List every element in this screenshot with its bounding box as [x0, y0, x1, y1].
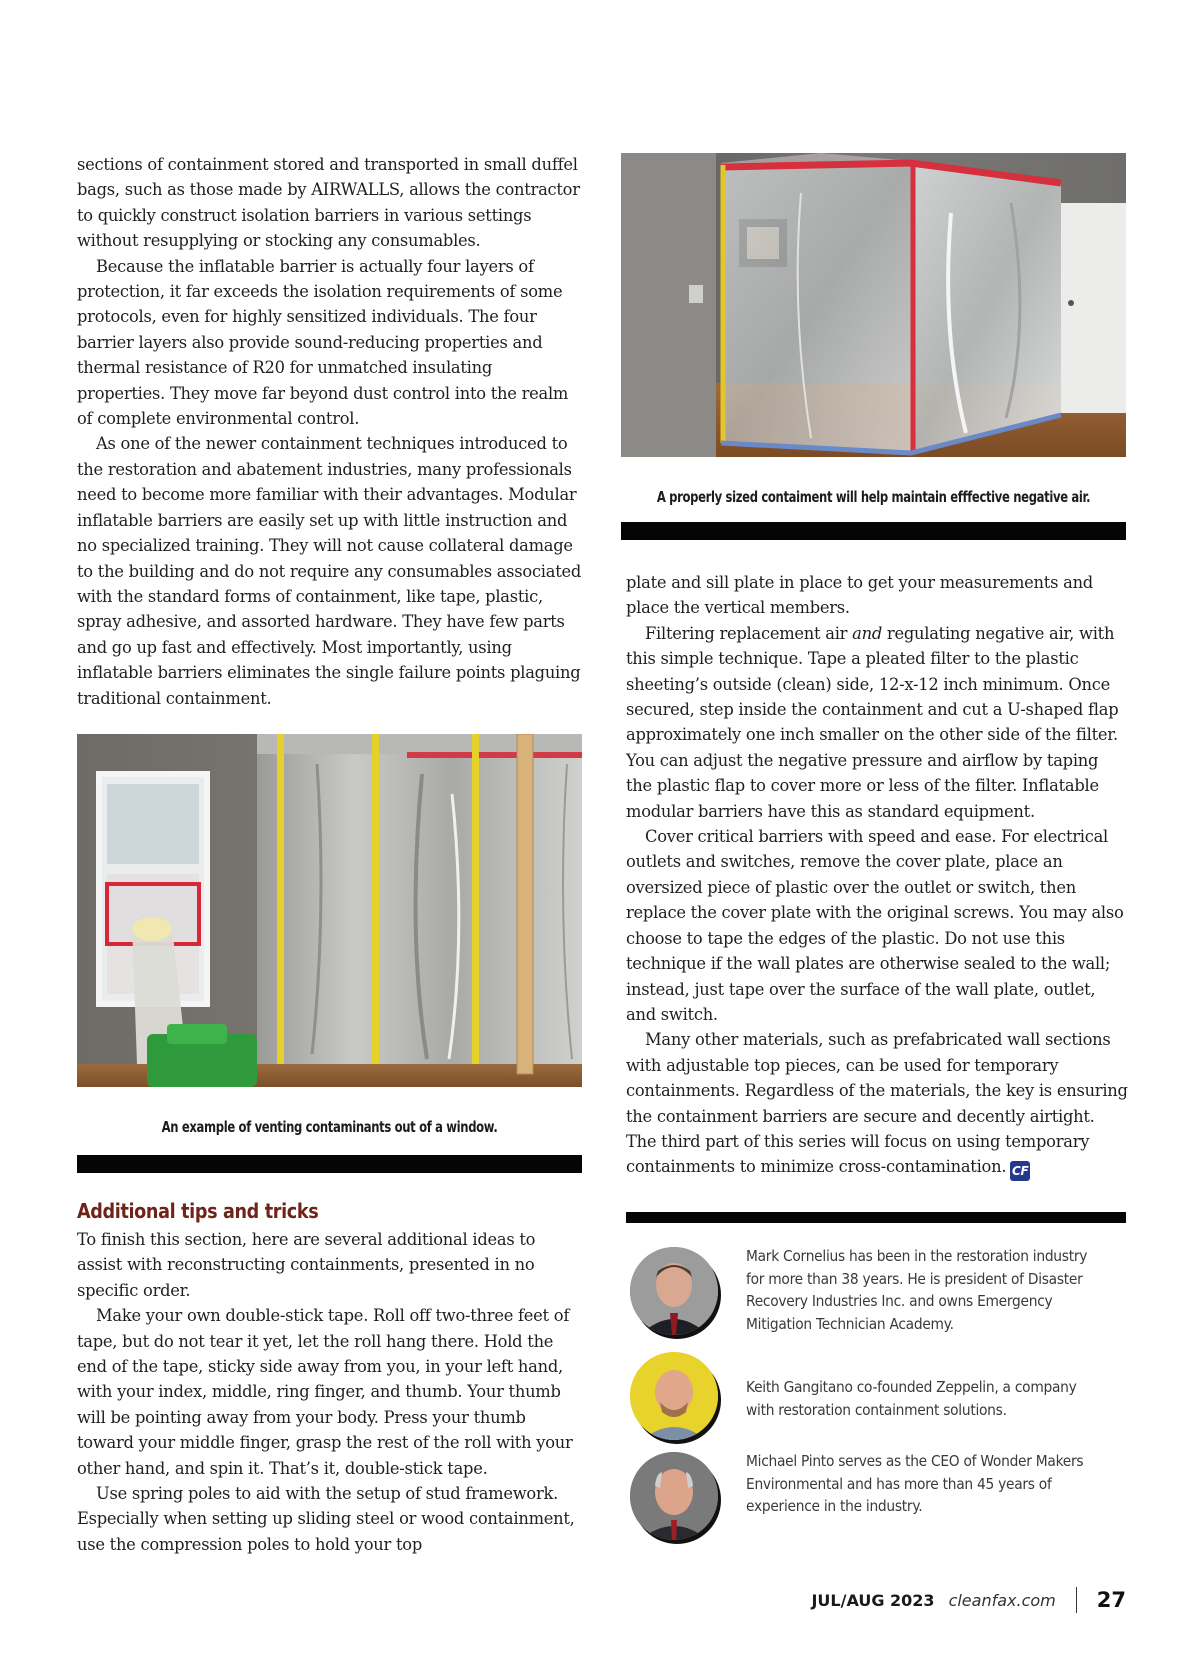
author-bio-keith-gangitano	[628, 1350, 1126, 1440]
issue-date: JUL/AUG 2023	[811, 1590, 935, 1610]
containment-photo	[621, 153, 1126, 457]
paragraph-part: Many other materials, such as prefabricated wall sections with adjustable top pieces, can be used for temporary containments. Regardless of the materials, the key is ensuring the containment barriers are secure and decently airtight. The third part of this series will focus on using temporary containments to minimize cross-contamination.	[626, 1030, 1128, 1177]
section-heading: Additional tips and tricks	[77, 1199, 319, 1223]
footer-divider	[1076, 1587, 1077, 1613]
avatar	[630, 1452, 718, 1540]
cleanfax-end-mark-icon: CF	[1010, 1161, 1030, 1181]
left-photo-caption: An example of venting contaminants out of a window.	[161, 1118, 498, 1136]
paragraph-part: Filtering replacement air	[645, 623, 853, 643]
bio-text: Keith Gangitano co-founded Zeppelin, a company with restoration containment solutions.	[746, 1378, 1077, 1419]
bio-text: Michael Pinto serves as the CEO of Wonder Makers Environmental and has more than 45 years of experience in the industry.	[746, 1452, 1084, 1515]
avatar	[630, 1247, 718, 1335]
paragraph: Because the inflatable barrier is actually four layers of protection, it far exceeds the isolation requirements of some protocols, even for highly sensitized individuals. The four barrier layers also provide sound-reducing properties and thermal resistance of R20 for unmatched insulating properties. They move far beyond dust control into the realm of complete environmental control.	[77, 256, 569, 429]
emphasis: and	[852, 623, 882, 643]
paragraph	[626, 1027, 1128, 1181]
bio-rule	[626, 1212, 1126, 1223]
right-body-text	[626, 570, 1128, 1181]
paragraph: Use spring poles to aid with the setup of stud framework. Especially when setting up sliding steel or wood containment, use the compression poles to hold your top	[77, 1484, 575, 1554]
left-caption-rule	[77, 1155, 582, 1173]
window-venting-photo	[77, 734, 582, 1087]
page-footer	[811, 1585, 1126, 1615]
paragraph: To finish this section, here are several additional ideas to assist with reconstructing containments, presented in no specific order.	[77, 1230, 536, 1300]
author-bio-mark-cornelius	[628, 1245, 1126, 1345]
paragraph: Make your own double-stick tape. Roll off two-three feet of tape, but do not tear it yet, let the roll hang there. Hold the end of the tape, sticky side away from you, in your left hand, with your index, middle, ring finger, and thumb. Your thumb will be pointing away from your body. Press your thumb toward your middle finger, grasp the rest of the roll with your other hand, and spin it. That’s it, double-stick tape.	[77, 1306, 573, 1478]
tips-body-text	[77, 1227, 582, 1557]
paragraph: Cover critical barriers with speed and ease. For electrical outlets and switches, remove the cover plate, place an oversized piece of plastic over the outlet or switch, then replace the cover plate with the original screws. You may also choose to tape the edges of the plastic. Do not use this technique if the wall plates are otherwise sealed to the wall; instead, just tape over the surface of the wall plate, outlet, and switch.	[626, 827, 1124, 1024]
bio-text: Mark Cornelius has been in the restoration industry for more than 38 years. He is president of Disaster Recovery Industries Inc. and owns Emergency Mitigation Technician Academy.	[746, 1247, 1088, 1333]
paragraph-part: regulating negative air, with this simple technique. Tape a pleated filter to the plastic sheeting’s outside (clean) side, 12-x-12 inch minimum. Once secured, step inside the containment and cut a U-shaped flap approximately one inch smaller on the other side of the filter. You can adjust the negative pressure and airflow by taping the plastic flap to cover more or less of the filter. Inflatable modular barriers have this as standard equipment.	[626, 623, 1119, 821]
site-name: cleanfax.com	[948, 1590, 1056, 1610]
page-number: 27	[1096, 1588, 1126, 1612]
avatar	[630, 1352, 718, 1440]
right-caption-rule	[621, 522, 1126, 540]
author-bio-michael-pinto	[628, 1450, 1126, 1550]
paragraph: plate and sill plate in place to get your measurements and place the vertical members.	[626, 573, 1093, 618]
left-body-text	[77, 152, 582, 711]
right-photo-caption: A properly sized contaiment will help maintain efffective negative air.	[656, 488, 1091, 506]
paragraph: sections of containment stored and transported in small duffel bags, such as those made by AIRWALLS, allows the contractor to quickly construct isolation barriers in various settings without resupplying or stocking any consumables.	[77, 155, 580, 251]
paragraph	[626, 621, 1128, 824]
paragraph: As one of the newer containment techniques introduced to the restoration and abatement industries, many professionals need to become more familiar with their advantages. Modular inflatable barriers are easily set up with little instruction and no specialized training. They will not cause collateral damage to the building and do not require any consumables associated with the standard forms of containment, like tape, plastic, spray adhesive, and assorted hardware. They have few parts and go up fast and effectively. Most importantly, using inflatable barriers eliminates the single failure points plaguing traditional containment.	[77, 434, 582, 708]
